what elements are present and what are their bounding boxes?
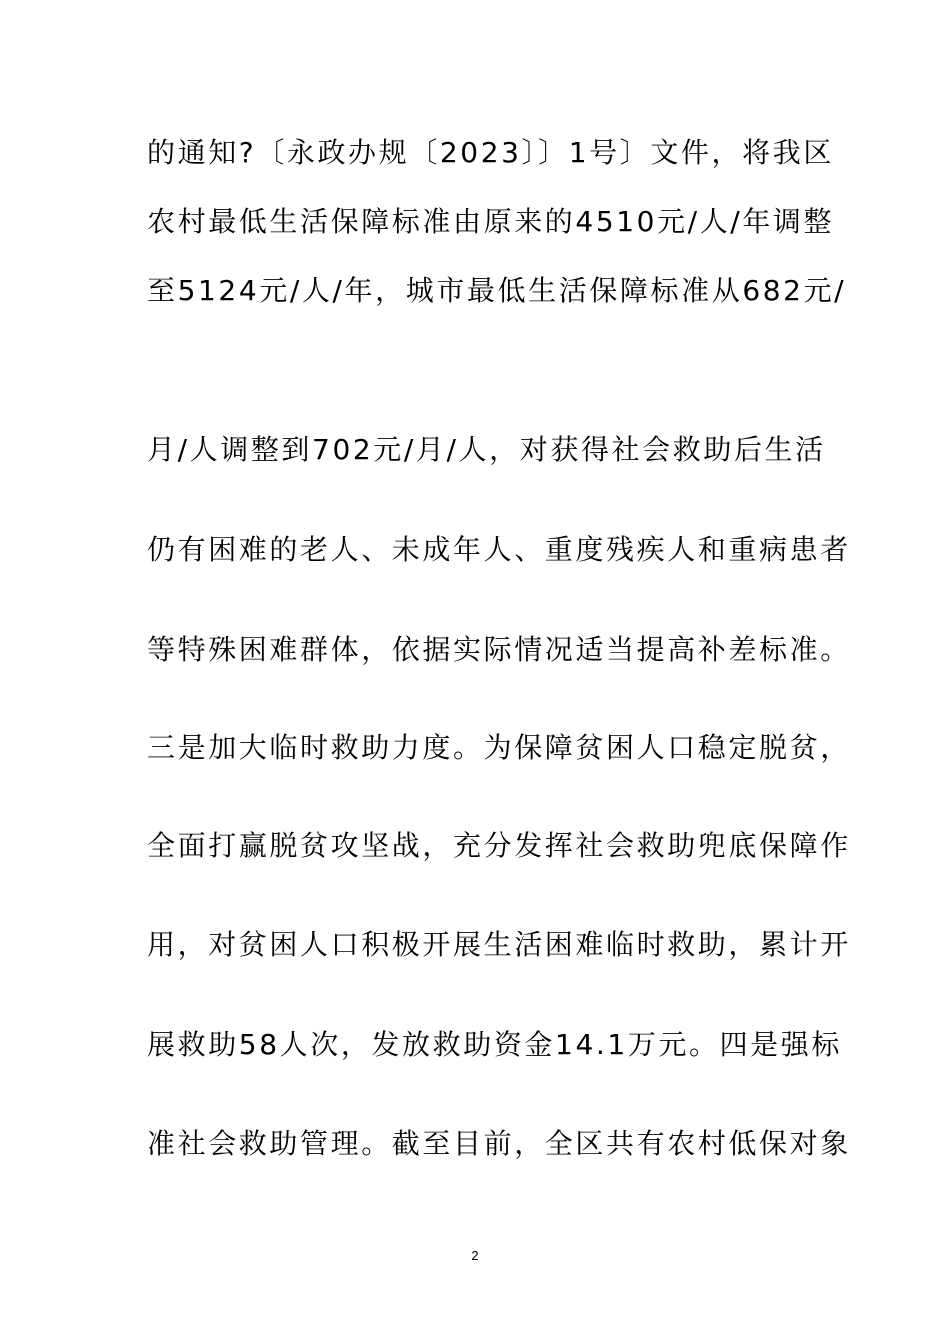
text-line: 三是加大临时救助力度。为保障贫困人口稳定脱贫， xyxy=(147,731,851,764)
text-line: 月/人调整到702元/月/人，对获得社会救助后生活 xyxy=(147,433,826,466)
page-number: 2 xyxy=(471,1248,479,1263)
text-line: 等特殊困难群体，依据实际情况适当提高补差标准。 xyxy=(147,633,851,666)
text-line: 展救助58人次，发放救助资金14.1万元。四是强标 xyxy=(147,1028,842,1061)
text-line: 仍有困难的老人、未成年人、重度残疾人和重病患者 xyxy=(147,533,851,566)
text-line: 农村最低生活保障标准由原来的4510元/人/年调整 xyxy=(147,205,835,238)
text-line: 全面打赢脱贫攻坚战，充分发挥社会救助兜底保障作 xyxy=(147,829,851,862)
text-line: 的通知?〔永政办规〔2023〕〕1号〕文件，将我区 xyxy=(147,136,834,169)
text-line: 用，对贫困人口积极开展生活困难临时救助，累计开 xyxy=(147,928,851,961)
text-line: 准社会救助管理。截至目前，全区共有农村低保对象 xyxy=(147,1127,851,1160)
text-line: 至5124元/人/年，城市最低生活保障标准从682元/ xyxy=(147,274,847,307)
